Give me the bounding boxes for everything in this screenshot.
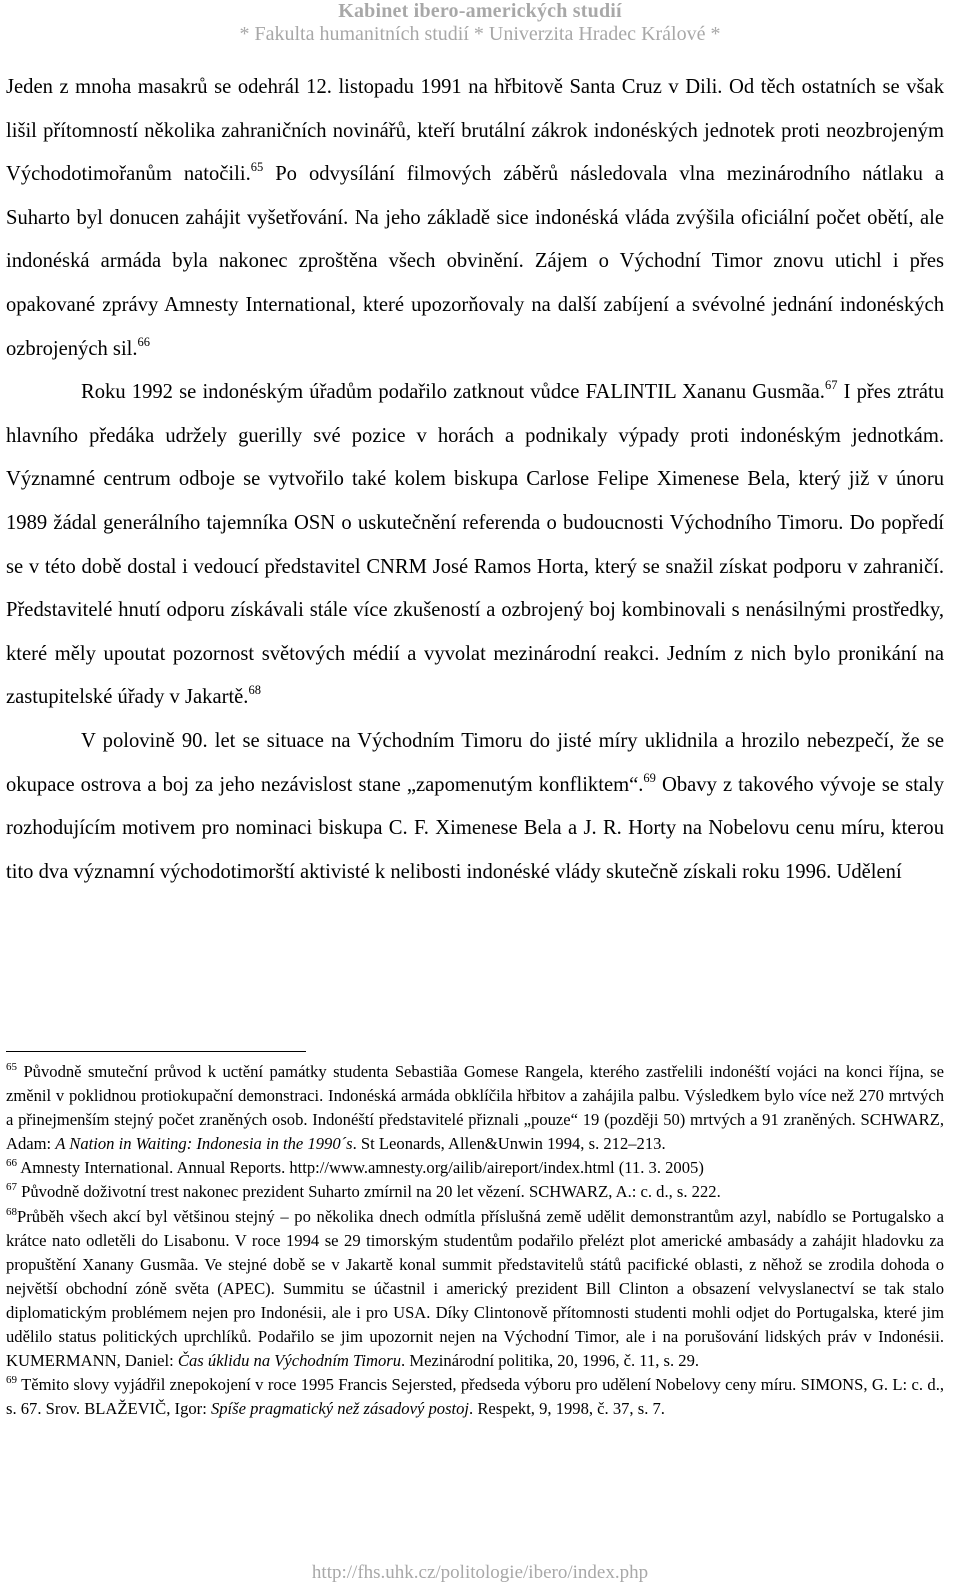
paragraph-1-text-b: Po odvysílání filmových záběrů následovala vlna mezinárodního nátlaku a Suharto byl donucen zahájit vyšetřování. Na jeho základě sice indonéská vláda zvýšila oficiální počet obětí, ale indonéská armáda byla nakonec zproštěna všech obvinění. Zájem o Východní Timor znovu utichl i přes opakované zprávy Amnesty International, které upozorňovaly na další zabíjení a svévolné jednání indonéských ozbrojených sil. bbox=[6, 163, 944, 360]
footnote-ref-68[interactable]: 68 bbox=[248, 683, 261, 698]
footnote-68-title: Čas úklidu na Východním Timoru bbox=[177, 1351, 402, 1371]
footnote-69-tail: . Respekt, 9, 1998, č. 37, s. 7. bbox=[469, 1399, 665, 1419]
footnote-67-text: Původně doživotní trest nakonec prezident Suharto zmírnil na 20 let vězení. SCHWARZ, A.: c. d., s. 222. bbox=[17, 1182, 721, 1202]
footnote-ref-66[interactable]: 66 bbox=[137, 334, 151, 349]
paragraph-1-text-a: Jeden z mnoha masakrů se odehrál 12. listopadu 1991 na hřbitově Santa Cruz v Dili. Od těch ostatních se však lišil přítomností několika zahraničních novinářů, kteří brutální zákrok indonéských jednotek proti neozbrojeným Východotimořanům natočili. bbox=[6, 76, 944, 186]
footnotes bbox=[6, 1060, 944, 1421]
paragraph-1 bbox=[6, 66, 944, 371]
footnote-ref-67[interactable]: 67 bbox=[824, 378, 838, 393]
footnote-69-title: Spíše pragmatický než zásadový postoj bbox=[210, 1399, 470, 1419]
paragraph-3 bbox=[6, 720, 944, 894]
footnote-69 bbox=[6, 1373, 944, 1421]
footnote-separator bbox=[6, 1051, 306, 1052]
paragraph-2-text-b: I přes ztrátu hlavního předáka udržely guerilly své pozice v horách a podnikaly výpady proti indonéským jednotkám. Významné centrum odboje se vytvořilo také kolem biskupa Carlose Felipe Ximenese Bela, který již v únoru 1989 žádal generálního tajemníka OSN o uskutečnění referenda o budoucnosti Východního Timoru. Do popředí se v této době dostal i vedoucí představitel CNRM José Ramos Horta, který se snažil získat podporu v zahraničí. Představitelé hnutí odporu získávali stále více zkušeností a ozbrojený boj kombinovali s nenásilnými prostředky, které měly upoutat pozornost světových médií a vyvolat mezinárodní reakci. Jedním z nich bylo pronikání na zastupitelské úřady v Jakartě. bbox=[6, 381, 944, 709]
main-text bbox=[6, 66, 944, 894]
footnote-69-text: Těmito slovy vyjádřil znepokojení v roce 1995 Francis Sejersted, předseda výboru pro udělení Nobelovy ceny míru. SIMONS, G. L: c. d., s. 67. Srov. BLAŽEVIČ, Igor: bbox=[6, 1375, 944, 1419]
footnote-65-tail: . St Leonards, Allen&Unwin 1994, s. 212–213. bbox=[352, 1134, 666, 1154]
paragraph-2 bbox=[6, 371, 944, 720]
footnote-number-68: 68 bbox=[6, 1205, 17, 1218]
footnote-ref-65[interactable]: 65 bbox=[250, 160, 264, 175]
footnote-66-text: Amnesty International. Annual Reports. http://www.amnesty.org/ailib/aireport/index.html (11. 3. 2005) bbox=[17, 1158, 704, 1178]
footnote-68-tail: . Mezinárodní politika, 20, 1996, č. 11, s. 29. bbox=[401, 1351, 700, 1371]
footnote-65 bbox=[6, 1060, 944, 1156]
footnote-number-69: 69 bbox=[6, 1374, 17, 1387]
header-title: Kabinet ibero-amerických studií bbox=[338, 0, 622, 22]
page-footer-url[interactable]: http://fhs.uhk.cz/politologie/ibero/index.php bbox=[311, 1562, 649, 1583]
paragraph-2-text-a: Roku 1992 se indonéským úřadům podařilo zatknout vůdce FALINTIL Xananu Gusmãa. bbox=[81, 381, 825, 404]
footnote-ref-69[interactable]: 69 bbox=[643, 770, 656, 785]
footnote-66 bbox=[6, 1156, 944, 1180]
page-header bbox=[0, 0, 960, 46]
footnote-number-65: 65 bbox=[6, 1061, 17, 1073]
footnote-68-text: Průběh všech akcí byl většinou stejný – po několika dnech odmítla příslušná země udělit demonstrantům azyl, nabídlo se Portugalsko a krátce nato odletěli do Lisabonu. V roce 1994 se 29 timorským studentům podařilo přelézt plot americké ambasády a zahájit hladovku za propuštění Xanany Gusmãa. Ve stejné době se v Jakartě konal summit představitelů států pacifické oblasti, z něhož se zrodila dohoda o největší obchodní zóně světa (APEC). Summitu se účastnil i americký prezident Bill Clinton a obsazení velvyslanectví se tak stalo diplomatickým problémem nejen pro Indonésii, ale i pro USA. Díky Clintonově přítomnosti studenti mohli odjet do Portugalska, které jim udělilo status politických uprchlíků. Podařilo se jim upozornit nejen na Východní Timor, ale i na porušování lidských práv v Indonésii. KUMERMANN, Daniel: bbox=[6, 1206, 944, 1371]
footnote-65-title: A Nation in Waiting: Indonesia in the 1990´s bbox=[55, 1134, 353, 1154]
footnote-65-text: Původně smuteční průvod k uctění památky studenta Sebastiãa Gomese Rangela, kterého zastřelili indonéští vojáci na konci října, se změnil v poklidnou protiokupační demonstraci. Indonéská armáda obklíčila hřbitov a zahájila palbu. Výsledkem bylo více než 270 mrtvých a přinejmenším stejný počet zraněných osob. Indonéští představitelé přiznali „pouze“ 19 (později 50) mrtvých a 91 zraněných. SCHWARZ, Adam: bbox=[6, 1062, 944, 1154]
footnote-67 bbox=[6, 1180, 944, 1204]
paragraph-3-text-a: V polovině 90. let se situace na Východním Timoru do jisté míry uklidnila a hrozilo nebezpečí, že se okupace ostrova a boj za jeho nezávislost stane „zapomenutým konfliktem“. bbox=[6, 729, 944, 796]
header-subtitle: * Fakulta humanitních studií * Univerzita Hradec Králové * bbox=[239, 23, 721, 45]
footnote-68 bbox=[6, 1205, 944, 1374]
footnote-number-67: 67 bbox=[6, 1181, 17, 1194]
footnote-number-66: 66 bbox=[6, 1157, 17, 1170]
paragraph-3-text-b: Obavy z takového vývoje se staly rozhodujícím motivem pro nominaci biskupa C. F. Ximenese Bela a J. R. Horty na Nobelovu cenu míru, kterou tito dva významní východotimorští aktivisté k nelibosti indonéské vlády skutečně získali roku 1996. Udělení bbox=[6, 773, 944, 883]
